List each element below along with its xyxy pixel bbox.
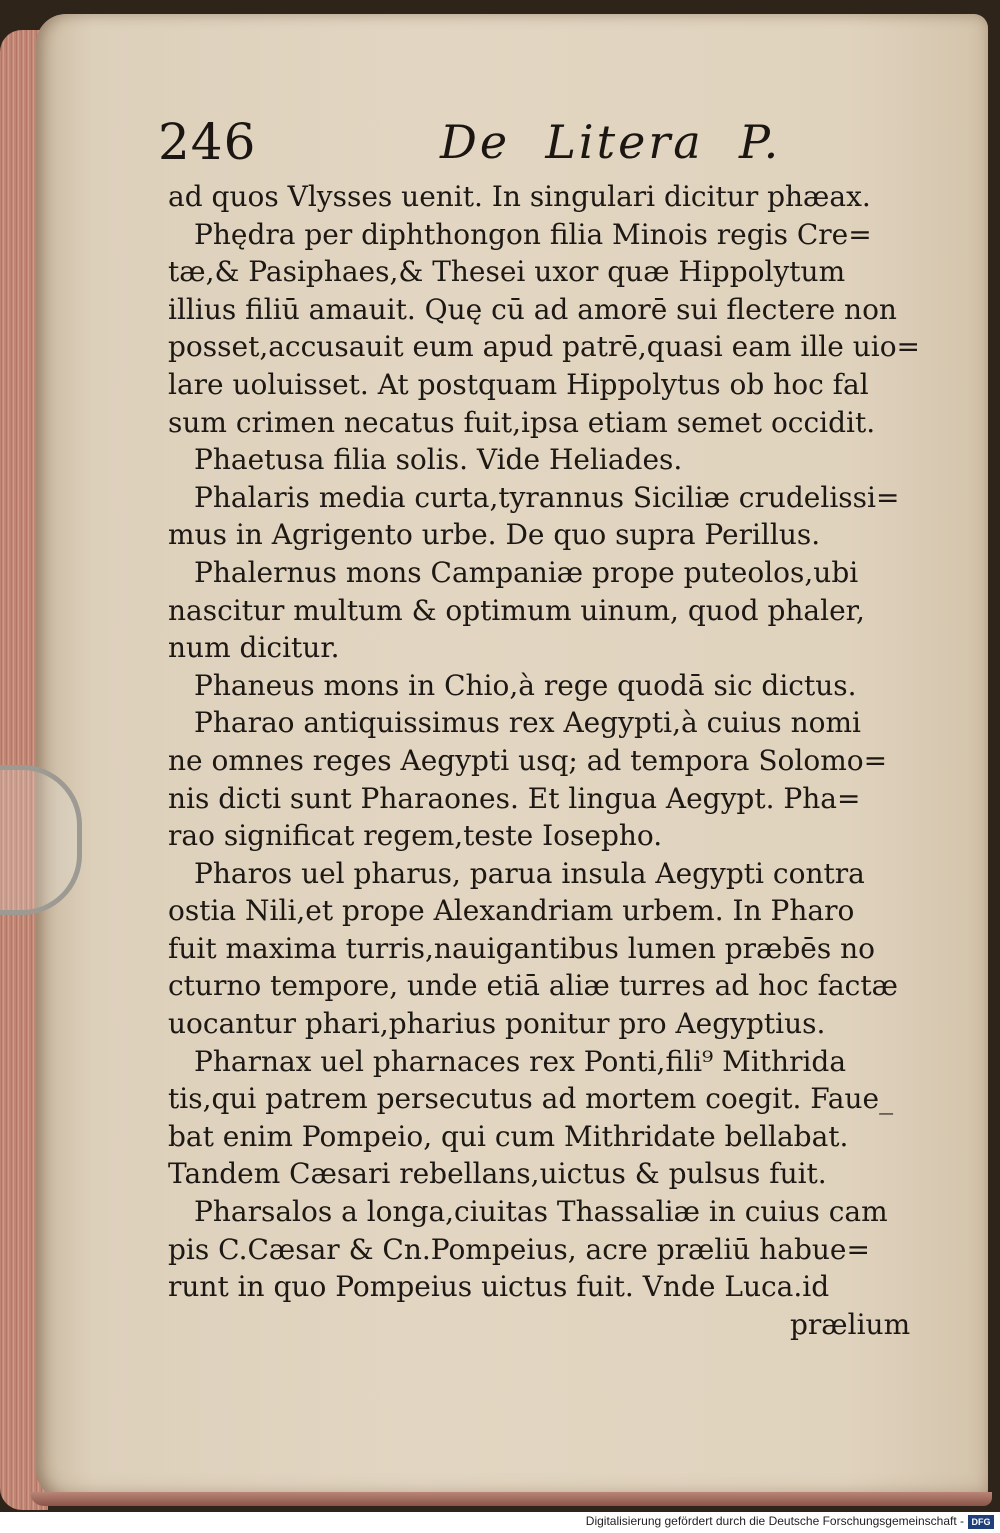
page-bottom-edge: [30, 1492, 992, 1506]
text-line: uocantur phari,pharius ponitur pro Aegyptius.: [168, 1007, 826, 1041]
text-line: Pharos uel pharus, parua insula Aegypti contra: [194, 856, 865, 890]
text-line: Tandem Cæsari rebellans,uictus & pulsus fuit.: [168, 1157, 827, 1191]
running-title: De Litera P.: [440, 115, 782, 169]
text-line: nis dicti sunt Pharaones. Et lingua Aegypt. Pha=: [168, 781, 861, 815]
page-number: 246: [158, 113, 257, 171]
text-line: Pharao antiquissimus rex Aegypti,à cuius nomi: [194, 706, 861, 740]
text-line: pis C.Cæsar & Cn.Pompeius, acre præliū habue=: [168, 1232, 870, 1266]
text-line: ostia Nili,et prope Alexandriam urbem. In Pharo: [168, 894, 855, 928]
text-line: fuit maxima turris,nauigantibus lumen præbēs no: [168, 931, 876, 965]
text-line: cturno tempore, unde etiā aliæ turres ad hoc factæ: [168, 969, 898, 1003]
page-header: [158, 110, 782, 174]
text-line: sum crimen necatus fuit,ipsa etiam semet occidit.: [168, 405, 876, 439]
catchword: prælium: [790, 1307, 911, 1341]
text-line: Pharnax uel pharnaces rex Ponti,fili⁹ Mithrida: [194, 1044, 847, 1078]
dfg-logo: DFG: [968, 1515, 994, 1529]
text-line: mus in Agrigento urbe. De quo supra Perillus.: [168, 518, 821, 552]
funding-credit: Digitalisierung gefördert durch die Deutsche Forschungsgemeinschaft -: [585, 1514, 964, 1528]
text-line: tæ,& Pasiphaes,& Thesei uxor quæ Hippolytum: [168, 255, 846, 289]
text-line: Phędra per diphthongon filia Minois regis Cre=: [194, 217, 872, 251]
text-line: posset,accusauit eum apud patrē,quasi eam ille uio=: [168, 330, 921, 364]
text-line: runt in quo Pompeius uictus fuit. Vnde Luca.id: [168, 1270, 830, 1304]
text-line: ad quos Vlysses uenit. In singulari dicitur phæax.: [168, 180, 871, 213]
text-line: Phalaris media curta,tyrannus Siciliæ crudelissi=: [194, 480, 900, 514]
text-line: illius filiū amauit. Quę cū ad amorē sui flectere non: [168, 292, 897, 326]
body-text: [168, 178, 928, 1343]
footer-bar: [0, 1512, 1000, 1533]
text-line: rao significat regem,teste Iosepho.: [168, 819, 663, 853]
text-line: Phaneus mons in Chio,à rege quodā sic dictus.: [194, 668, 857, 702]
text-line: num dicitur.: [168, 631, 340, 665]
text-line: nascitur multum & optimum uinum, quod phaler,: [168, 593, 865, 627]
text-line: lare uoluisset. At postquam Hippolytus ob hoc fal: [168, 367, 869, 401]
text-line: Pharsalos a longa,ciuitas Thassaliæ in cuius cam: [194, 1195, 888, 1229]
text-line: ne omnes reges Aegypti usq; ad tempora Solomo=: [168, 743, 888, 777]
text-line: Phaetusa filia solis. Vide Heliades.: [194, 443, 683, 477]
text-line: Phalernus mons Campaniæ prope puteolos,ubi: [194, 555, 859, 589]
text-line: tis,qui patrem persecutus ad mortem coegit. Faue_: [168, 1082, 894, 1116]
text-line: bat enim Pompeio, qui cum Mithridate bellabat.: [168, 1119, 849, 1153]
